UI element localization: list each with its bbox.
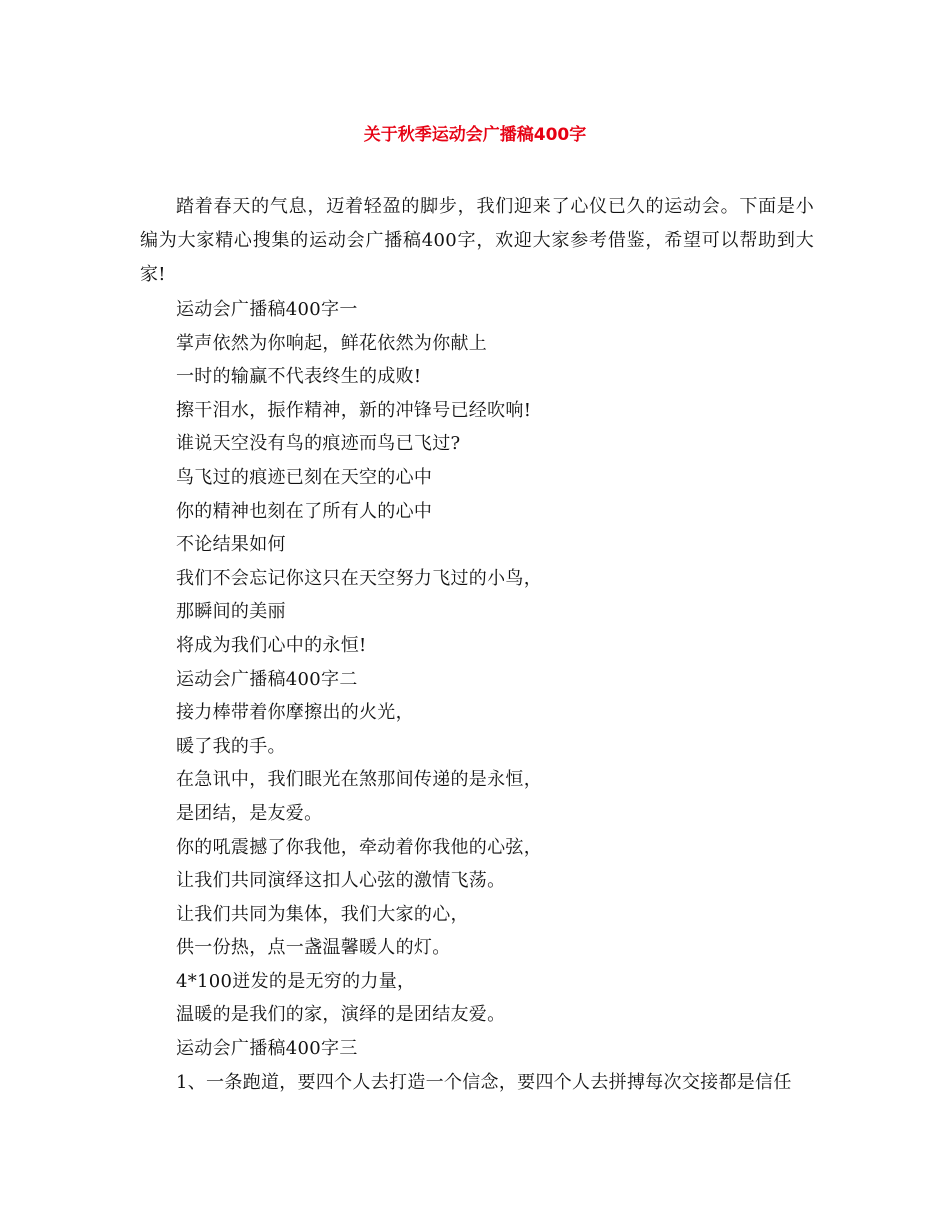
text-line: 将成为我们心中的永恒!: [176, 634, 367, 656]
document-title: 关于秋季运动会广播稿400字: [363, 125, 587, 145]
broadcast-lines: [176, 293, 826, 1099]
text-line: 我们不会忘记你这只在天空努力飞过的小鸟，: [176, 567, 542, 589]
text-line: 让我们共同为集体，我们大家的心，: [176, 903, 469, 925]
text-line: 不论结果如何: [176, 534, 286, 556]
text-line: 你的精神也刻在了所有人的心中: [176, 500, 433, 522]
text-line: 一时的输赢不代表终生的成败!: [176, 366, 422, 388]
text-line: 1、一条跑道，要四个人去打造一个信念，要四个人去拼搏每次交接都是信任: [176, 1071, 792, 1093]
text-line: 4*100迸发的是无穷的力量，: [176, 970, 416, 992]
text-line: 让我们共同演绎这扣人心弦的激情飞荡。: [176, 870, 506, 892]
text-line: 供一份热，点一盏温馨暖人的灯。: [176, 937, 451, 959]
text-line: 你的吼震撼了你我他，牵动着你我他的心弦，: [176, 836, 542, 858]
text-line: 掌声依然为你响起，鲜花依然为你献上: [176, 332, 488, 354]
text-line: 那瞬间的美丽: [176, 601, 286, 623]
text-line: 鸟飞过的痕迹已刻在天空的心中: [176, 466, 433, 488]
text-line: 暖了我的手。: [176, 735, 286, 757]
intro-paragraph: 踏着春天的气息，迈着轻盈的脚步，我们迎来了心仪已久的运动会。下面是小编为大家精心搜集的运动会广播稿400字，欢迎大家参考借鉴，希望可以帮助到大家!: [140, 196, 814, 285]
text-line: 在急讯中，我们眼光在煞那间传递的是永恒，: [176, 769, 542, 791]
text-line: 温暖的是我们的家，演绎的是团结友爱。: [176, 1004, 506, 1026]
text-line: 谁说天空没有鸟的痕迹而鸟已飞过?: [176, 433, 461, 455]
text-line: 接力棒带着你摩擦出的火光，: [176, 702, 414, 724]
section-heading: 运动会广播稿400字一: [176, 299, 358, 320]
text-line: 擦干泪水，振作精神，新的冲锋号已经吹响!: [176, 399, 532, 421]
section-heading: 运动会广播稿400字二: [176, 668, 358, 690]
section-heading: 运动会广播稿400字三: [176, 1038, 358, 1060]
text-line: 是团结，是友爱。: [176, 802, 323, 824]
